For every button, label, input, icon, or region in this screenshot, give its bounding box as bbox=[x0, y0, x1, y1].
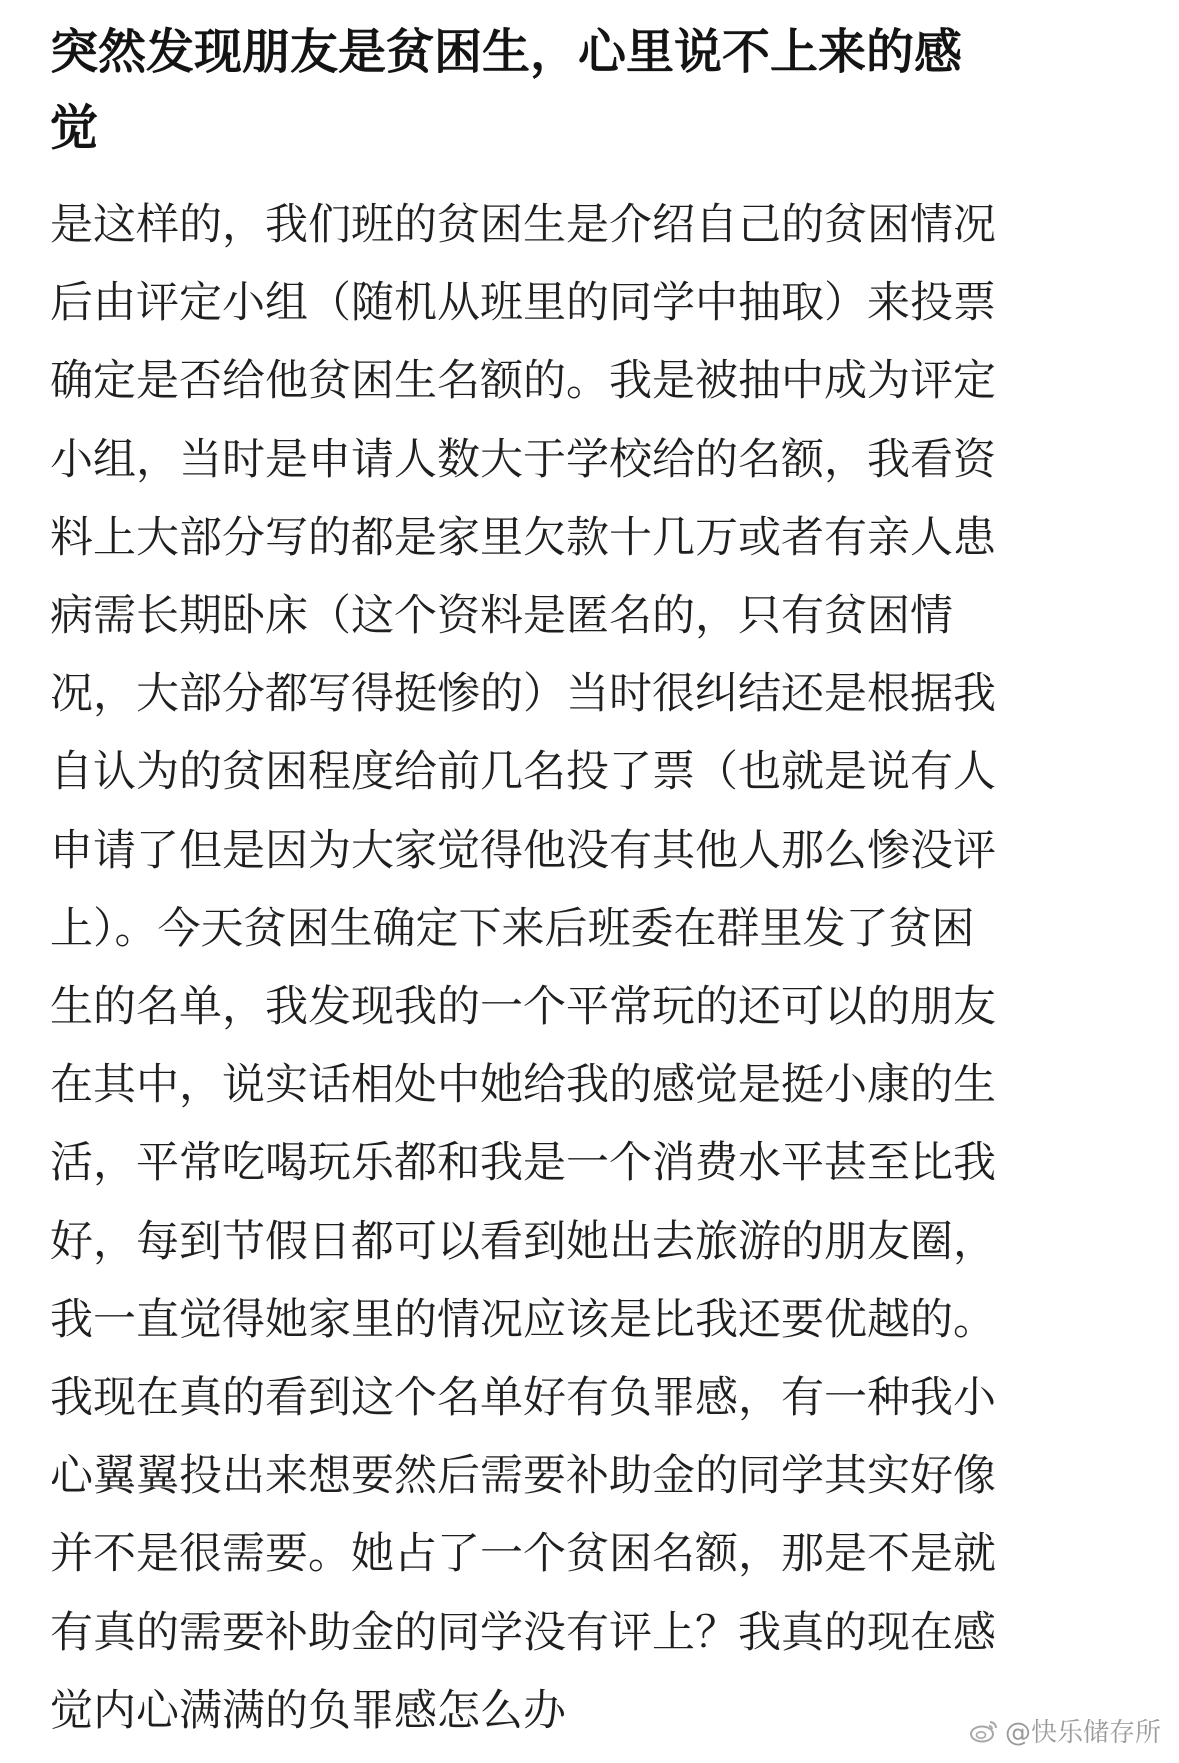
body-line: 病需长期卧床（这个资料是匿名的，只有贫困情 bbox=[50, 591, 953, 642]
body-line: 并不是很需要。她占了一个贫困名额，那是不是就 bbox=[50, 1529, 996, 1580]
watermark bbox=[969, 1712, 1161, 1749]
body-line: 后由评定小组（随机从班里的同学中抽取）来投票 bbox=[50, 278, 996, 329]
post-body bbox=[50, 166, 1140, 1750]
body-line: 我一直觉得她家里的情况应该是比我还要优越的。 bbox=[50, 1294, 996, 1345]
title-line: 觉 bbox=[50, 100, 99, 156]
body-line: 觉内心满满的负罪感怎么办 bbox=[50, 1685, 566, 1736]
body-line: 料上大部分写的都是家里欠款十几万或者有亲人患 bbox=[50, 512, 996, 563]
body-line: 好，每到节假日都可以看到她出去旅游的朋友圈， bbox=[50, 1216, 996, 1267]
body-line: 在其中，说实话相处中她给我的感觉是挺小康的生 bbox=[50, 1060, 996, 1111]
body-line: 小组，当时是申请人数大于学校给的名额，我看资 bbox=[50, 434, 996, 485]
title-line: 突然发现朋友是贫困生，心里说不上来的感 bbox=[50, 24, 963, 80]
body-line: 心翼翼投出来想要然后需要补助金的同学其实好像 bbox=[50, 1451, 996, 1502]
body-line: 有真的需要补助金的同学没有评上？我真的现在感 bbox=[50, 1607, 996, 1658]
body-line: 自认为的贫困程度给前几名投了票（也就是说有人 bbox=[50, 747, 996, 798]
weibo-icon bbox=[969, 1719, 999, 1743]
watermark-text: @快乐储存所 bbox=[1004, 1718, 1161, 1748]
body-line: 况，大部分都写得挺惨的）当时很纠结还是根据我 bbox=[50, 669, 996, 720]
body-line: 生的名单，我发现我的一个平常玩的还可以的朋友 bbox=[50, 982, 996, 1033]
post-content bbox=[50, 0, 1140, 1750]
body-line: 是这样的，我们班的贫困生是介绍自己的贫困情况 bbox=[50, 200, 996, 250]
body-line: 我现在真的看到这个名单好有负罪感，有一种我小 bbox=[50, 1373, 996, 1424]
body-line: 活，平常吃喝玩乐都和我是一个消费水平甚至比我 bbox=[50, 1138, 996, 1189]
post-title bbox=[50, 0, 1140, 166]
body-line: 上）。今天贫困生确定下来后班委在群里发了贫困 bbox=[50, 903, 975, 954]
body-line: 申请了但是因为大家觉得他没有其他人那么惨没评 bbox=[50, 825, 996, 876]
body-line: 确定是否给他贫困生名额的。我是被抽中成为评定 bbox=[50, 356, 996, 407]
